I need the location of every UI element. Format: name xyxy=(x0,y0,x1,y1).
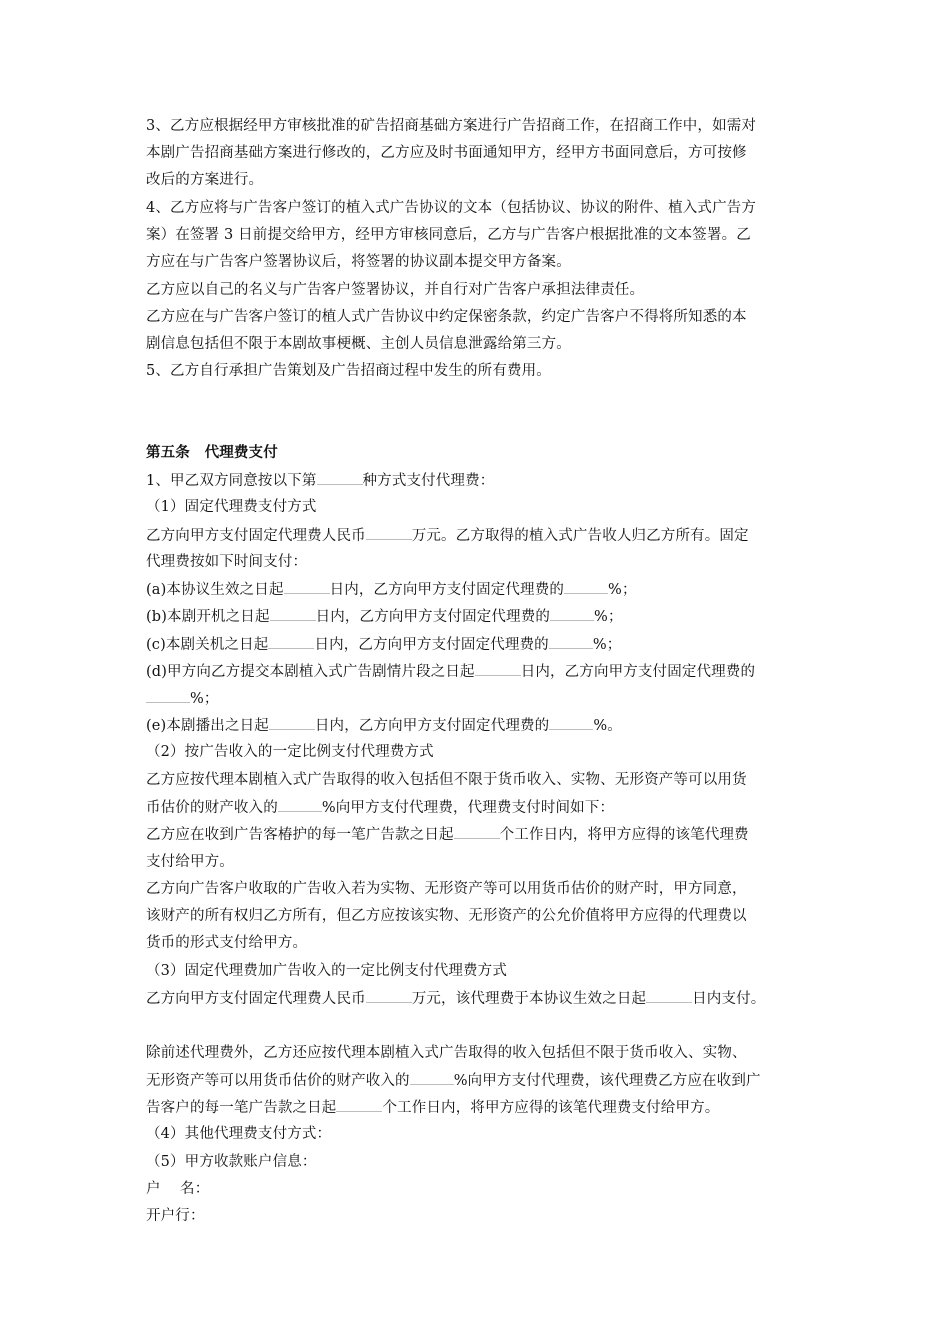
text: 万元。乙方取得的植入式广告收人归乙方所有。固定 xyxy=(411,528,749,544)
text: (a)本协议生效之日起 xyxy=(146,582,284,598)
text: %向甲方支付代理费，代理费支付时间如下： xyxy=(321,800,615,816)
blank-field[interactable] xyxy=(268,634,314,649)
text: %； xyxy=(592,637,622,653)
clause-5-line-1: 5、乙方自行承担广告策划及广告招商过程中发生的所有费用。 xyxy=(146,363,551,379)
blank-field[interactable] xyxy=(270,606,316,621)
option-1-title: （1）固定代理费支付方式 xyxy=(146,499,317,515)
clause-4-line-2: 案）在签署 3 日前提交给甲方，经甲方审核同意后，乙方与广告客户根据批准的文本签署。乙 xyxy=(146,227,751,243)
blank-field[interactable] xyxy=(278,797,322,812)
text: 乙方向甲方支付固定代理费人民币 xyxy=(146,991,366,1007)
item-c xyxy=(146,634,621,654)
blank-field[interactable] xyxy=(366,988,412,1003)
option-3-title: （3）固定代理费加广告收入的一定比例支付代理费方式 xyxy=(146,963,507,979)
text: 币估价的财产收入的 xyxy=(146,800,278,816)
text: 1、甲乙双方同意按以下第 xyxy=(146,473,317,489)
text: (e)本剧播出之日起 xyxy=(146,718,269,734)
extra-fee-line-1: 除前述代理费外，乙方还应按代理本剧植入式广告取得的收入包括但不限于货币收入、实物、 xyxy=(146,1045,747,1061)
option-2-title: （2）按广告收入的一定比例支付代理费方式 xyxy=(146,744,434,760)
clause-4-line-6: 剧信息包括但不限于本剧故事梗概、主创人员信息泄露给第三方。 xyxy=(146,336,571,352)
option-3-line-1 xyxy=(146,988,765,1008)
blank-field[interactable] xyxy=(550,606,594,621)
text: 日内支付。 xyxy=(692,991,766,1007)
clause-3-line-3: 改后的方案进行。 xyxy=(146,172,264,188)
blank-field[interactable] xyxy=(146,688,190,703)
blank-field[interactable] xyxy=(410,1070,454,1085)
text: 无形资产等可以用货币估价的财产收入的 xyxy=(146,1073,410,1089)
option-2-line-4: 支付给甲方。 xyxy=(146,854,234,870)
text: (b)本剧开机之日起 xyxy=(146,609,270,625)
blank-field[interactable] xyxy=(646,988,692,1003)
item-d-line-2 xyxy=(146,688,219,708)
payment-method-choice xyxy=(146,470,494,490)
blank-field[interactable] xyxy=(564,579,608,594)
item-e xyxy=(146,715,622,735)
text: 乙方向甲方支付固定代理费人民币 xyxy=(146,528,366,544)
text: 告客户的每一笔广告款之日起 xyxy=(146,1100,337,1116)
item-b xyxy=(146,606,623,626)
text: %； xyxy=(594,609,623,625)
text: %向甲方支付代理费，该代理费乙方应在收到广 xyxy=(453,1073,761,1089)
text: %； xyxy=(608,582,637,598)
bank-label: 开户行： xyxy=(146,1208,205,1224)
text: 种方式支付代理费： xyxy=(362,473,495,489)
text: 日内，乙方向甲方支付固定代理费的 xyxy=(314,637,549,653)
text: (d)甲方向乙方提交本剧植入式广告剧情片段之日起 xyxy=(146,664,475,680)
account-name-label: 户 名： xyxy=(146,1181,210,1197)
clause-4-line-5: 乙方应在与广告客户签订的植人式广告协议中约定保密条款，约定广告客户不得将所知悉的本 xyxy=(146,309,747,325)
text: (c)本剧关机之日起 xyxy=(146,637,269,653)
text: %； xyxy=(190,691,219,707)
option-5-title: （5）甲方收款账户信息： xyxy=(146,1154,317,1170)
text: 乙方应在收到广告客椿护的每一笔广告款之日起 xyxy=(146,827,454,843)
blank-field[interactable] xyxy=(366,525,412,540)
option-1-line-2: 代理费按如下时间支付： xyxy=(146,554,308,570)
blank-field[interactable] xyxy=(549,634,593,649)
blank-field[interactable] xyxy=(317,470,363,485)
text: 万元，该代理费于本协议生效之日起 xyxy=(411,991,647,1007)
option-2-line-7: 货币的形式支付给甲方。 xyxy=(146,935,308,951)
option-2-line-5: 乙方向广告客户收取的广告收入若为实物、无形资产等可以用货币估价的财产时，甲方同意， xyxy=(146,881,747,897)
blank-field[interactable] xyxy=(454,824,500,839)
blank-field[interactable] xyxy=(284,579,330,594)
clause-4-line-3: 方应在与广告客户签署协议后，将签署的协议副本提交甲方备案。 xyxy=(146,254,571,270)
blank-field[interactable] xyxy=(269,715,315,730)
blank-field[interactable] xyxy=(549,715,593,730)
extra-fee-line-2 xyxy=(146,1070,761,1090)
text: 个工作日内，将甲方应得的该笔代理费支付给甲方。 xyxy=(382,1100,720,1116)
option-2-line-3 xyxy=(146,824,749,844)
option-2-line-1: 乙方应按代理本剧植入式广告取得的收入包括但不限于货币收入、实物、无形资产等可以用货 xyxy=(146,772,747,788)
item-a xyxy=(146,579,637,599)
blank-field[interactable] xyxy=(336,1097,382,1112)
clause-4-line-4: 乙方应以自己的名义与广告客户签署协议，并自行对广告客户承担法律责任。 xyxy=(146,282,645,298)
option-2-line-2 xyxy=(146,797,614,817)
option-2-line-6: 该财产的所有权归乙方所有，但乙方应按该实物、无形资产的公允价值将甲方应得的代理费以 xyxy=(146,908,747,924)
section-heading: 第五条 代理费支付 xyxy=(146,445,278,461)
extra-fee-line-3 xyxy=(146,1097,719,1117)
text: 日内，乙方向甲方支付固定代理费的 xyxy=(520,664,756,680)
clause-3-line-1: 3、乙方应根据经甲方审核批准的矿告招商基础方案进行广告招商工作，在招商工作中，如需对 xyxy=(146,118,757,134)
option-1-line-1 xyxy=(146,525,749,545)
item-d-line-1 xyxy=(146,661,755,681)
text: 个工作日内，将甲方应得的该笔代理费 xyxy=(499,827,749,843)
option-4-title: （4）其他代理费支付方式： xyxy=(146,1126,332,1142)
text: %。 xyxy=(593,718,622,734)
text: 日内，乙方向甲方支付固定代理费的 xyxy=(329,582,565,598)
blank-field[interactable] xyxy=(475,661,521,676)
clause-3-line-2: 本剧广告招商基础方案进行修改的，乙方应及时书面通知甲方，经甲方书面同意后，方可按修 xyxy=(146,145,747,161)
text: 日内，乙方向甲方支付固定代理费的 xyxy=(314,718,550,734)
text: 日内，乙方向甲方支付固定代理费的 xyxy=(315,609,551,625)
clause-4-line-1: 4、乙方应将与广告客户签订的植入式广告协议的文本（包括协议、协议的附件、植入式广告方 xyxy=(146,200,757,216)
